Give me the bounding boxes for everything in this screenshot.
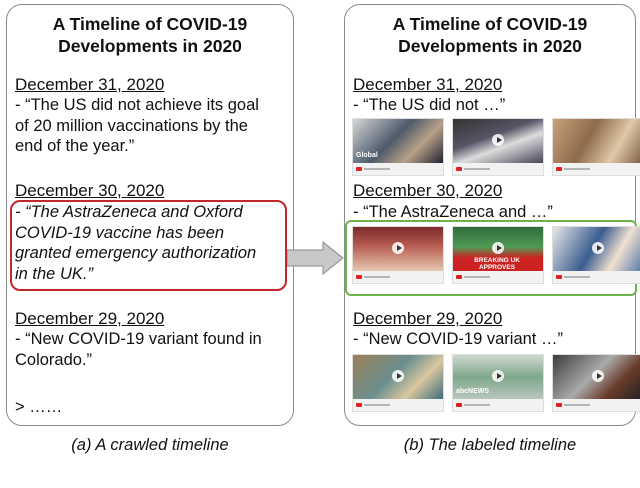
right-arrow-icon bbox=[287, 240, 347, 280]
video-thumbnail[interactable] bbox=[353, 227, 443, 283]
video-thumbnail[interactable] bbox=[553, 227, 640, 283]
entry-text-dec29: - “New COVID-19 variant found in Colorado.” bbox=[15, 330, 262, 369]
play-icon bbox=[392, 370, 404, 382]
youtube-icon bbox=[556, 275, 562, 279]
labeled-text-dec31: - “The US did not …” bbox=[353, 96, 506, 114]
youtube-icon bbox=[556, 403, 562, 407]
labeled-date-dec31: December 31, 2020 bbox=[353, 75, 503, 94]
labeled-timeline-panel bbox=[344, 4, 636, 426]
entry-text-dec31: - “The US did not achieve its goal of 20 million vaccinations by the end of the year.” bbox=[15, 96, 259, 155]
play-icon bbox=[592, 370, 604, 382]
youtube-icon bbox=[456, 167, 462, 171]
entry-date-dec29: December 29, 2020 bbox=[15, 309, 165, 328]
labeled-date-dec29: December 29, 2020 bbox=[353, 309, 503, 328]
more-indicator: > …… bbox=[15, 398, 63, 416]
video-thumbnails-dec31 bbox=[353, 119, 640, 175]
video-thumbnail[interactable]: BREAKING UK APPROVES bbox=[453, 227, 543, 283]
play-icon bbox=[392, 242, 404, 254]
youtube-icon bbox=[456, 403, 462, 407]
video-thumbnail[interactable]: Global bbox=[353, 119, 443, 175]
right-panel-title: A Timeline of COVID-19 Developments in 2020 bbox=[392, 14, 588, 56]
crawled-timeline-panel bbox=[6, 4, 294, 426]
play-icon bbox=[492, 134, 504, 146]
youtube-icon bbox=[356, 403, 362, 407]
youtube-icon bbox=[356, 275, 362, 279]
labeled-text-dec30: - “The AstraZeneca and …” bbox=[353, 203, 553, 221]
labeled-text-dec29: - “New COVID-19 variant …” bbox=[353, 330, 563, 348]
video-thumbnail[interactable]: abcNEWS bbox=[453, 355, 543, 411]
left-panel-title: A Timeline of COVID-19 Developments in 2020 bbox=[52, 14, 248, 56]
caption-labeled-timeline: (b) The labeled timeline bbox=[403, 436, 577, 454]
youtube-icon bbox=[556, 167, 562, 171]
video-thumbnails-dec29 bbox=[353, 355, 640, 411]
video-thumbnail[interactable] bbox=[353, 355, 443, 411]
youtube-icon bbox=[456, 275, 462, 279]
video-thumbnail[interactable] bbox=[553, 355, 640, 411]
entry-date-dec31: December 31, 2020 bbox=[15, 75, 165, 94]
entry-text-dec30: - “The AstraZeneca and Oxford COVID-19 vaccine has been granted emergency authorization in the UK.” bbox=[15, 203, 257, 283]
highlight-box-red bbox=[10, 200, 287, 291]
play-icon bbox=[592, 242, 604, 254]
video-thumbnail[interactable] bbox=[553, 119, 640, 175]
play-icon bbox=[492, 242, 504, 254]
youtube-icon bbox=[356, 167, 362, 171]
play-icon bbox=[492, 370, 504, 382]
labeled-date-dec30: December 30, 2020 bbox=[353, 181, 503, 200]
caption-crawled-timeline: (a) A crawled timeline bbox=[71, 436, 229, 454]
video-thumbnail[interactable] bbox=[453, 119, 543, 175]
video-thumbnails-dec30 bbox=[353, 227, 640, 283]
entry-date-dec30: December 30, 2020 bbox=[15, 181, 165, 200]
